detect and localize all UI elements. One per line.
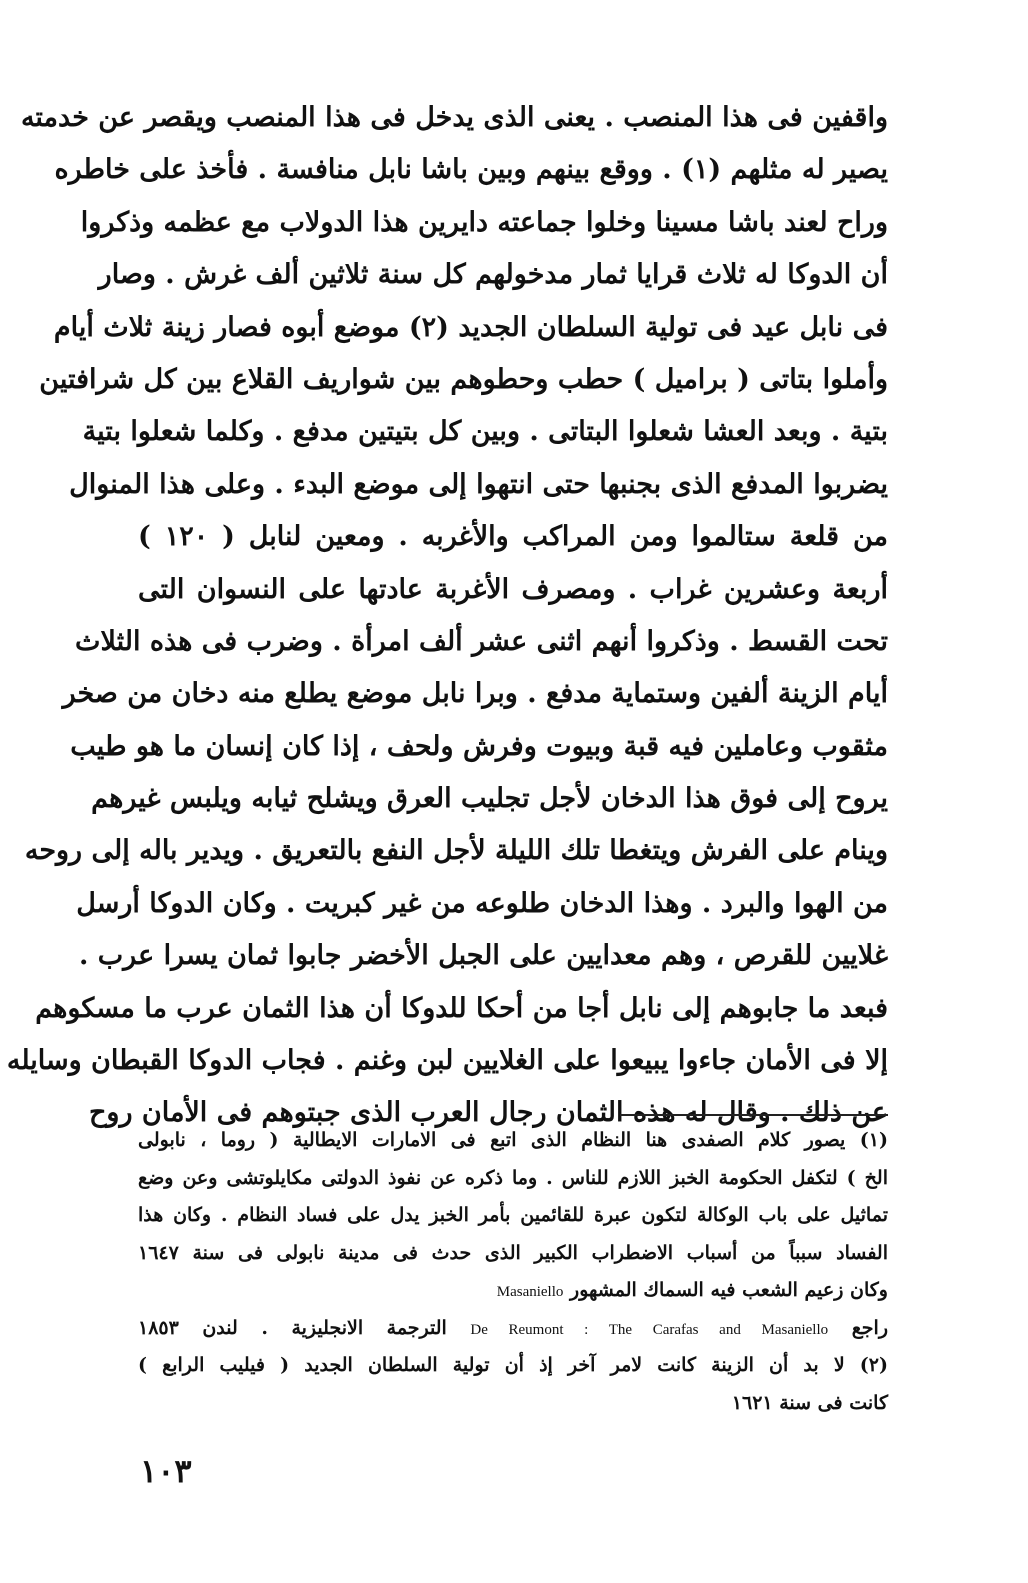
text-line: من قلعة ستالموا ومن المراكب والأغربه . ومعين لنابل ( ١٢٠ ): [138, 521, 888, 553]
text-line: أن الدوكا له ثلاث قرايا ثمار مدخولهم كل سنة ثلاثين ألف غرش . وصار: [98, 259, 888, 291]
text-line: وينام على الفرش ويتغطا تلك الليلة لأجل النفع بالتعريق . ويدير باله إلى روحه: [24, 835, 888, 867]
footnote-arabic: الترجمة الانجليزية . لندن ١٨٥٣: [138, 1316, 447, 1339]
text-line: واقفين فى هذا المنصب . يعنى الذى يدخل فى هذا المنصب ويقصر عن خدمته: [20, 102, 888, 133]
text-line: أربعة وعشرين غراب . ومصرف الأغربة عادتها على النسوان التى: [138, 573, 888, 605]
text-line: وراح لعند باشا مسينا وخلوا جماعته دايرين هذا الدولاب مع عظمه وذكروا: [80, 206, 888, 238]
text-line: وأملوا بتاتى ( براميل ) حطب وحطوهم بين شواريف القلاع بين كل شرافتين: [39, 363, 888, 395]
footnote-line: كانت فى سنة ١٦٢١: [731, 1391, 888, 1414]
text-line: غلايين للقرص ، وهم معدايين على الجبل الأخضر جابوا ثمان يسرا عرب .: [78, 940, 888, 972]
footnote-line: (١) يصور كلام الصفدى هنا النظام الذى اتبع فى الامارات الايطالية ( روما ، نابولى: [138, 1129, 888, 1151]
text-line: من الهوا والبرد . وهذا الدخان طلوعه من غير كبريت . وكان الدوكا أرسل: [76, 887, 888, 919]
footnote-latin-name: Masaniello: [496, 1284, 564, 1300]
footnote-line: الخ ) لتكفل الحكومة الخبز اللازم للناس . وما ذكره عن نفوذ الدولتى مكايلوتشى وعن وضع: [138, 1166, 888, 1189]
text-line: بتية . وبعد العشا شعلوا البتاتى . وبين كل بتيتين مدفع . وكلما شعلوا بتية: [82, 416, 888, 448]
text-line: إلا فى الأمان جاءوا يبيعوا على الغلايين لبن وغنم . فجاب الدوكا القبطان وسايله: [6, 1045, 888, 1077]
footnote-line: [138, 1272, 888, 1310]
footnote-line: تماثيل على باب الوكالة لتكون عبرة للقائمين بأمر الخبز يدل على فساد النظام . وكان هذا: [138, 1204, 888, 1226]
text-line: مثقوب وعاملين فيه قبة وبيوت وفرش ولحف ، إذا كان إنسان ما هو طيب: [70, 730, 888, 762]
text-line: يصير له مثلهم (١) . ووقع بينهم وبين باشا نابل منافسة . فأخذ على خاطره: [54, 154, 888, 186]
footnote-line: (٢) لا بد أن الزينة كانت لامر آخر إذ أن تولية السلطان الجديد ( فيليب الرابع ): [138, 1354, 888, 1376]
text-line: أيام الزينة ألفين وستماية مدفع . وبرا نابل موضع يطلع منه دخان من صخر: [62, 678, 888, 710]
text-line: فى نابل عيد فى تولية السلطان الجديد (٢) موضع أبوه فصار زينة ثلاث أيام: [53, 311, 888, 343]
text-line: يروح إلى فوق هذا الدخان لأجل تجليب العرق ويشلح ثيابه ويلبس غيرهم: [91, 783, 888, 815]
footnotes: [138, 1122, 888, 1422]
footnote-separator: [620, 1114, 888, 1116]
text-line: عن ذلك . وقال له هذه الثمان رجال العرب الذى جبتوهم فى الأمان روح: [88, 1097, 888, 1129]
page-number: ١٠٣: [140, 1452, 192, 1490]
text-line: تحت القسط . وذكروا أنهم اثنى عشر ألف امرأة . وضرب فى هذه الثلاث: [75, 625, 888, 657]
footnote-latin-reference: De Reumont : The Carafas and Masaniello: [470, 1321, 829, 1338]
footnote-line: الفساد سبباً من أسباب الاضطراب الكبير الذى حدث فى مدينة نابولى فى سنة ١٦٤٧: [138, 1241, 888, 1264]
footnote-arabic: راجع: [851, 1316, 888, 1339]
main-text: [6, 92, 888, 1140]
text-line: فبعد ما جابوهم إلى نابل أجا من أحكا للدوكا أن هذا الثمان عرب ما مسكوهم: [35, 992, 888, 1024]
text-line: يضربوا المدفع الذى بجنبها حتى انتهوا إلى موضع البدء . وعلى هذا المنوال: [69, 468, 888, 500]
footnote-line: [138, 1310, 888, 1348]
footnote-arabic: وكان زعيم الشعب فيه السماك المشهور: [570, 1279, 888, 1301]
